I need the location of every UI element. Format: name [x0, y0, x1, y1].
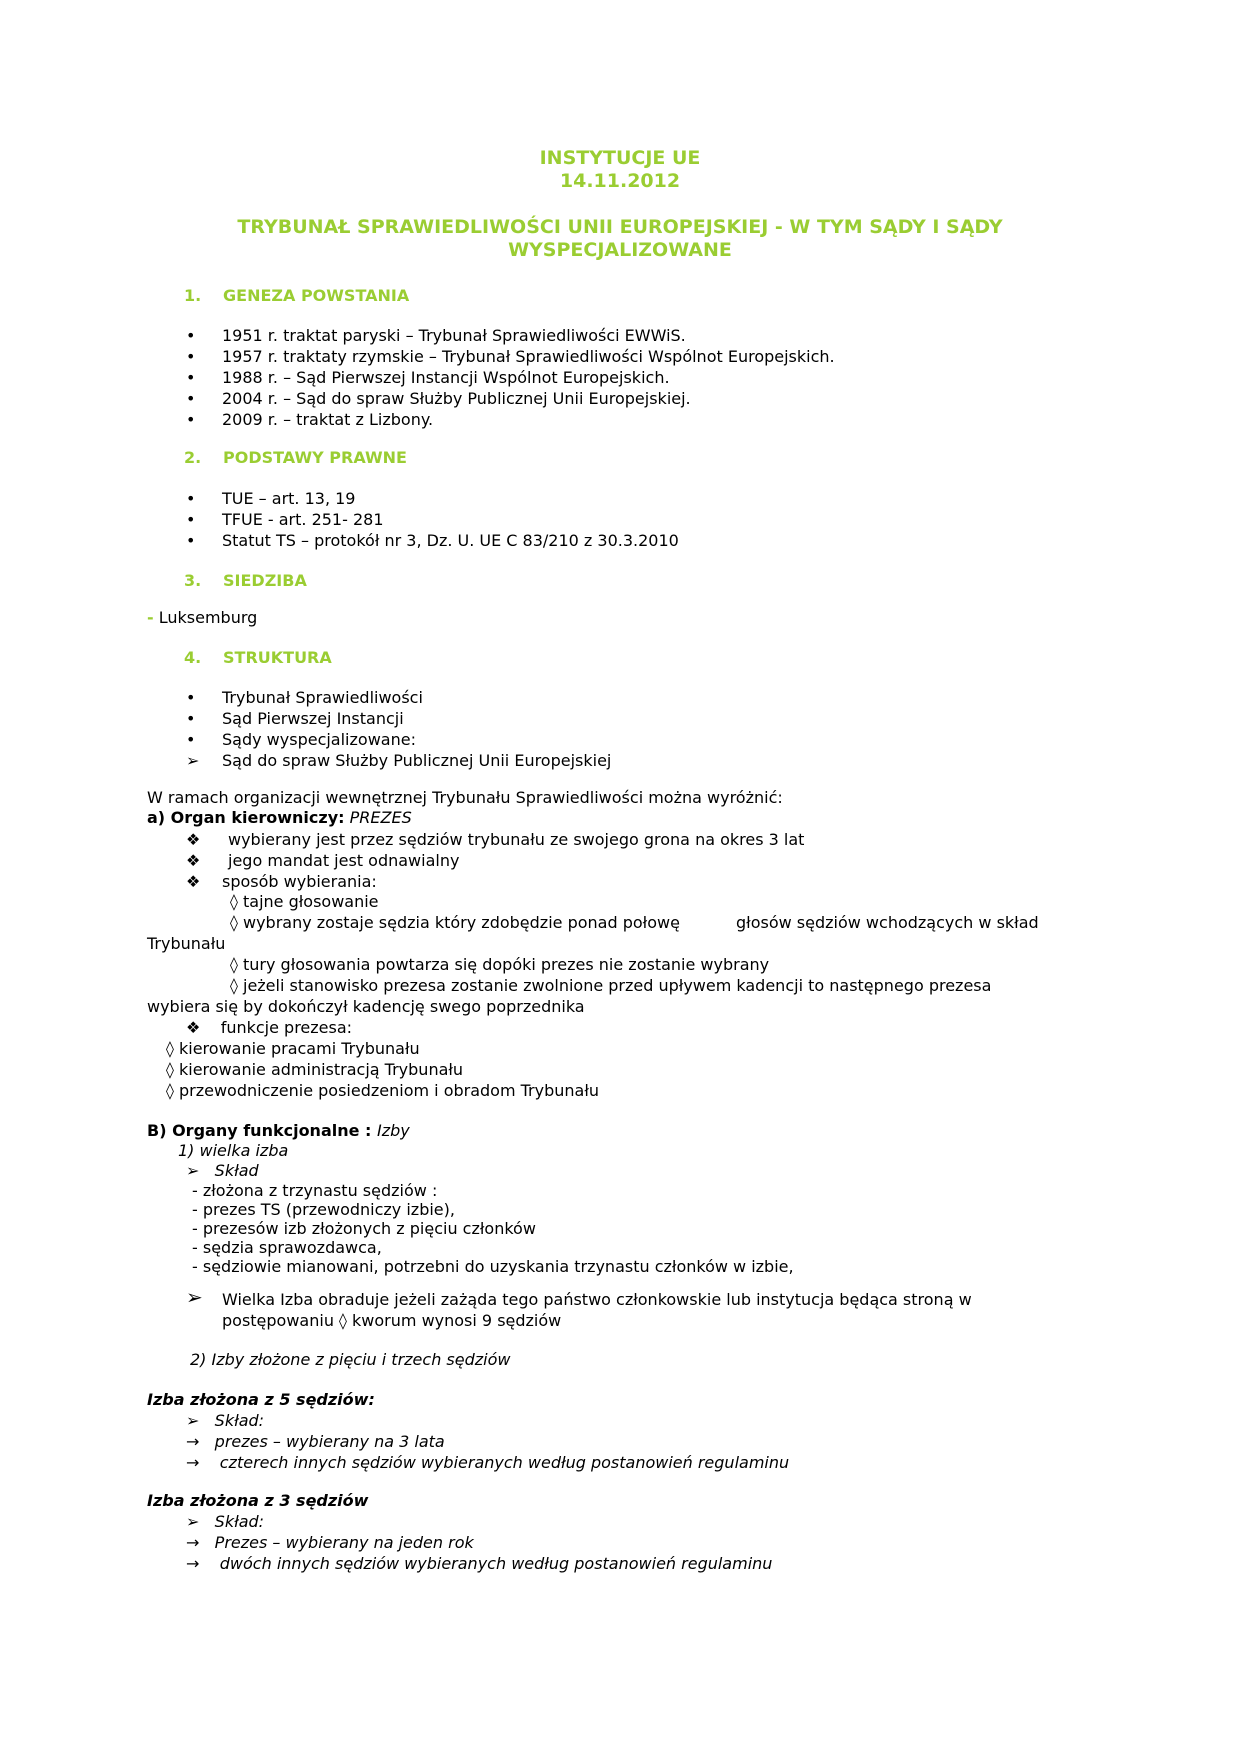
section-heading-podstawy — [184, 448, 407, 468]
bullet-icon: • — [186, 531, 196, 550]
diamond-icon: ❖ — [186, 1018, 201, 1037]
sposob-item-cont: głosów sędziów wchodzących w skład — [736, 913, 1039, 932]
arrow-icon: → — [186, 1554, 200, 1573]
funkcje-sub: ◊ przewodniczenie posiedzeniom i obradom Trybunału — [166, 1081, 600, 1100]
bullet-icon: • — [186, 347, 196, 366]
section-heading-struktura — [184, 648, 332, 668]
doc-subtitle-line2: WYSPECJALIZOWANE — [508, 239, 732, 261]
section-number: 4. — [184, 648, 202, 667]
funkcje-sub: ◊ kierowanie pracami Trybunału — [166, 1039, 420, 1058]
izba5-item: → czterech innych sędziów wybieranych według postanowień regulaminu — [186, 1453, 790, 1472]
sklad-item: - złożona z trzynastu sędziów : — [192, 1181, 438, 1200]
section-label: GENEZA POWSTANIA — [223, 286, 410, 305]
bullet-icon: • — [186, 688, 196, 707]
list-item: • Trybunał Sprawiedliwości — [186, 688, 423, 707]
list-item: • Sądy wyspecjalizowane: — [186, 730, 416, 749]
list-item: ➢ Sąd do spraw Służby Publicznej Unii Europejskiej — [186, 751, 612, 770]
bullet-icon: • — [186, 709, 196, 728]
list-item: ❖ jego mandat jest odnawialny — [186, 851, 460, 870]
list-item: • 1988 r. – Sąd Pierwszej Instancji Wspólnot Europejskich. — [186, 368, 670, 387]
wielka-izba-heading: 1) wielka izba — [178, 1141, 289, 1160]
funkcje-item: ❖ funkcje prezesa: — [186, 1018, 353, 1037]
organ-intro: W ramach organizacji wewnętrznej Trybunału Sprawiedliwości można wyróżnić: — [147, 788, 783, 807]
organ-b-heading: B) Organy funkcjonalne : Izby — [147, 1121, 410, 1140]
bullet-icon: • — [186, 510, 196, 529]
organ-a-heading: a) Organ kierowniczy: PREZES — [147, 808, 412, 827]
siedziba-value: - Luksemburg — [147, 608, 258, 627]
sposob-item: ◊ tury głosowania powtarza się dopóki prezes nie zostanie wybrany — [230, 955, 770, 974]
dash-marker: - — [147, 608, 154, 627]
sklad-item: - prezes TS (przewodniczy izbie), — [192, 1200, 455, 1219]
arrowhead-icon: ➢ — [186, 1512, 200, 1531]
podstawy-list — [186, 488, 679, 551]
doc-subtitle-line1: TRYBUNAŁ SPRAWIEDLIWOŚCI UNII EUROPEJSKIEJ - W TYM SĄDY I SĄDY — [237, 216, 1003, 238]
diamond-icon: ❖ — [186, 851, 201, 870]
arrowhead-icon: ➢ — [186, 1411, 200, 1430]
doc-title: INSTYTUCJE UE — [539, 147, 701, 169]
wielka-note-line2: postępowaniu ◊ kworum wynosi 9 sędziów — [222, 1311, 562, 1330]
izby-heading: 2) Izby złożone z pięciu i trzech sędziów — [190, 1350, 511, 1369]
arrow-icon: → — [186, 1432, 200, 1451]
arrowhead-icon: ➢ — [186, 1161, 200, 1180]
izba5-item: → prezes – wybierany na 3 lata — [186, 1432, 445, 1451]
struktura-list — [186, 687, 612, 771]
sposob-item: ◊ wybrany zostaje sędzia który zdobędzie ponad połowę — [230, 913, 680, 932]
section-number: 2. — [184, 448, 202, 467]
sklad-item: - prezesów izb złożonych z pięciu członków — [192, 1219, 536, 1238]
sposob-item-cont: Trybunału — [147, 934, 226, 953]
sposob-item: ◊ jeżeli stanowisko prezesa zostanie zwolnione przed upływem kadencji to następnego prezesa — [230, 976, 992, 995]
list-item: • TUE – art. 13, 19 — [186, 489, 356, 508]
list-item: • 2009 r. – traktat z Lizbony. — [186, 410, 434, 429]
wielka-note-line1: Wielka Izba obraduje jeżeli zażąda tego państwo członkowskie lub instytucja będąca stroną w — [222, 1290, 972, 1309]
bullet-icon: • — [186, 410, 196, 429]
diamond-icon: ❖ — [186, 872, 201, 891]
izba3-item: → dwóch innych sędziów wybieranych według postanowień regulaminu — [186, 1554, 773, 1573]
arrowhead-icon: ➢ — [186, 751, 200, 770]
bullet-icon: • — [186, 489, 196, 508]
diamond-icon: ❖ — [186, 830, 201, 849]
izba5-item: ➢ Skład: — [186, 1411, 265, 1430]
section-heading-siedziba — [184, 571, 307, 591]
izba3-heading: Izba złożona z 3 sędziów — [147, 1491, 369, 1510]
section-heading-geneza — [184, 286, 409, 306]
prezes-list — [186, 829, 805, 892]
list-item: • 2004 r. – Sąd do spraw Służby Publicznej Unii Europejskiej. — [186, 389, 691, 408]
sklad-heading: ➢ Skład — [186, 1161, 259, 1180]
sposob-item-cont: wybiera się by dokończył kadencję swego poprzednika — [147, 997, 585, 1016]
section-label: SIEDZIBA — [223, 571, 307, 590]
section-number: 3. — [184, 571, 202, 590]
list-item: ❖ sposób wybierania: — [186, 872, 377, 891]
sklad-item: - sędzia sprawozdawca, — [192, 1238, 382, 1257]
sposob-item: ◊ tajne głosowanie — [230, 892, 379, 911]
bullet-icon: • — [186, 389, 196, 408]
arrowhead-icon: ➢ — [186, 1285, 203, 1309]
list-item: • Sąd Pierwszej Instancji — [186, 709, 404, 728]
sklad-item: - sędziowie mianowani, potrzebni do uzyskania trzynastu członków w izbie, — [192, 1257, 794, 1276]
bullet-icon: • — [186, 368, 196, 387]
izba5-heading: Izba złożona z 5 sędziów: — [147, 1390, 375, 1409]
section-number: 1. — [184, 286, 202, 305]
section-label: PODSTAWY PRAWNE — [223, 448, 407, 467]
list-item: • 1957 r. traktaty rzymskie – Trybunał Sprawiedliwości Wspólnot Europejskich. — [186, 347, 835, 366]
arrow-icon: → — [186, 1533, 200, 1552]
izba3-item: ➢ Skład: — [186, 1512, 265, 1531]
bullet-icon: • — [186, 326, 196, 345]
izba3-item: → Prezes – wybierany na jeden rok — [186, 1533, 474, 1552]
funkcje-sub: ◊ kierowanie administracją Trybunału — [166, 1060, 464, 1079]
list-item: • 1951 r. traktat paryski – Trybunał Sprawiedliwości EWWiS. — [186, 326, 686, 345]
geneza-list — [186, 325, 835, 430]
section-label: STRUKTURA — [223, 648, 332, 667]
list-item: ❖ wybierany jest przez sędziów trybunału ze swojego grona na okres 3 lat — [186, 830, 805, 849]
arrow-icon: → — [186, 1453, 200, 1472]
doc-date: 14.11.2012 — [559, 170, 681, 192]
list-item: • Statut TS – protokół nr 3, Dz. U. UE C 83/210 z 30.3.2010 — [186, 531, 679, 550]
list-item: • TFUE - art. 251- 281 — [186, 510, 384, 529]
bullet-icon: • — [186, 730, 196, 749]
